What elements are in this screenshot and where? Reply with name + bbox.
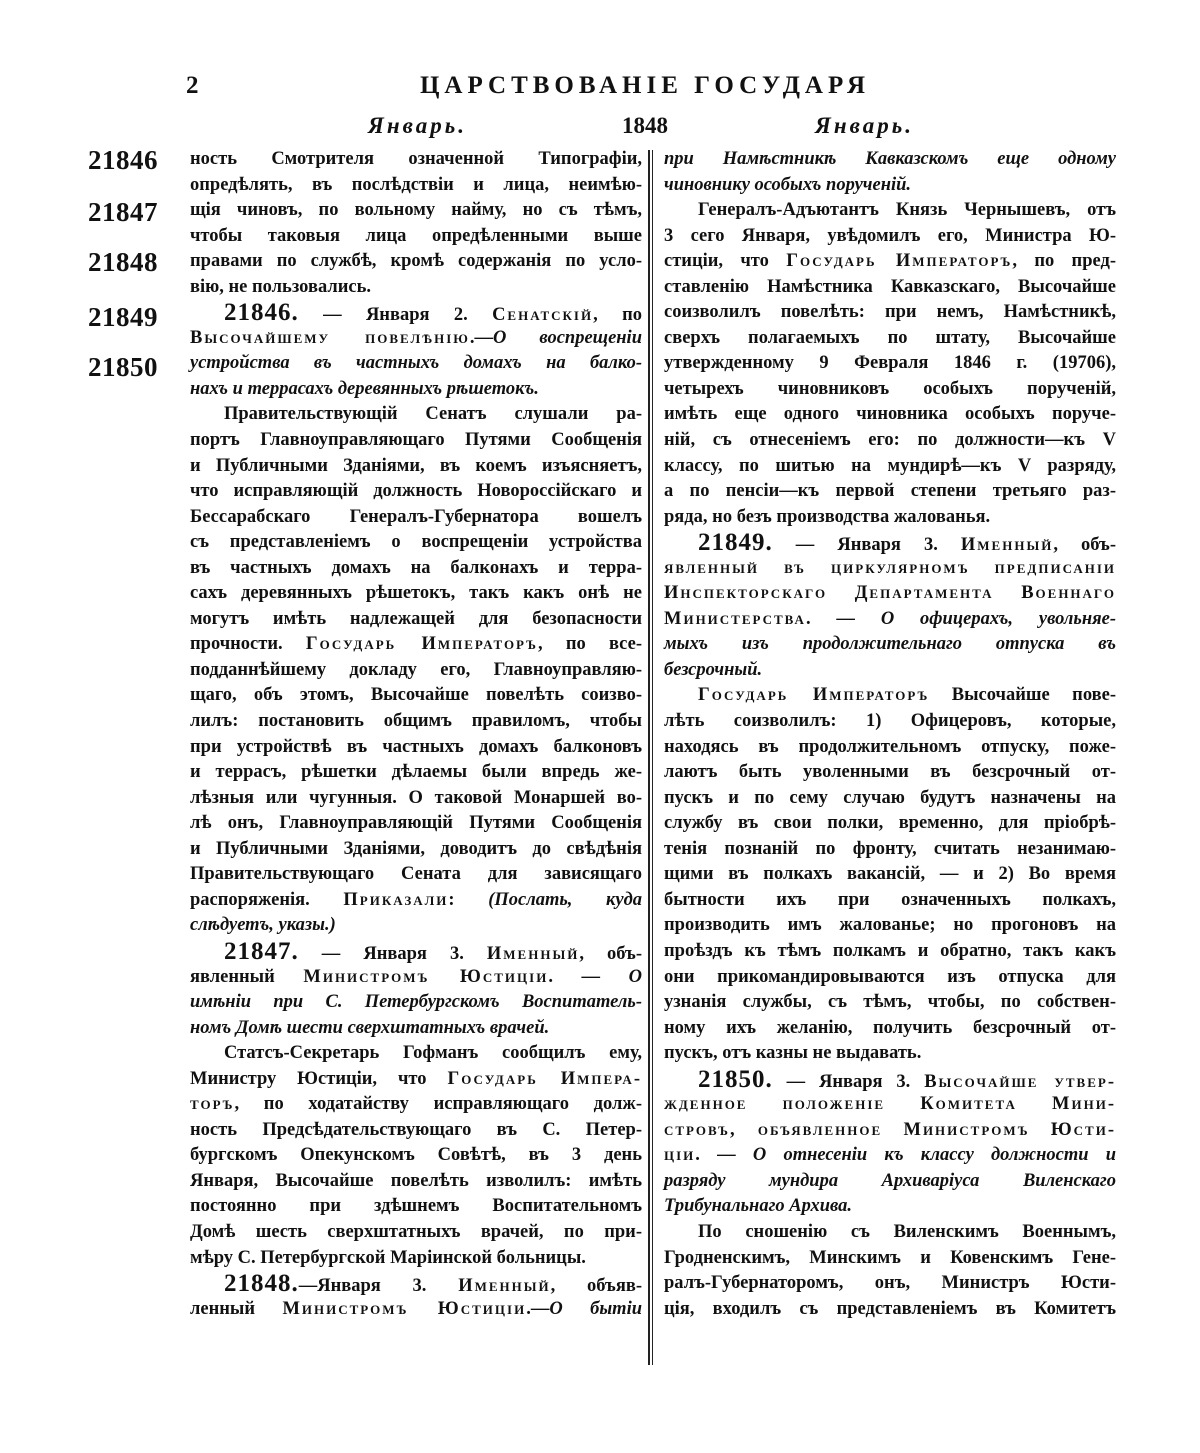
text-segment: четырехъ чиновниковъ особыхъ порученій, bbox=[664, 378, 1116, 399]
text-segment: имѣніи при С. Петербургскомъ Воспитатель- bbox=[190, 992, 642, 1013]
text-line bbox=[190, 224, 642, 250]
text-segment: лилъ: постановить общимъ правиломъ, чтобы bbox=[190, 711, 642, 732]
text-line bbox=[664, 862, 1116, 888]
text-segment: Инспекторскаго Департамента Военнаго bbox=[664, 583, 1116, 604]
text-segment: О bbox=[628, 966, 642, 987]
text-segment: ція, входилъ съ представленіемъ въ Комитетъ bbox=[664, 1298, 1116, 1319]
text-segment: утвержденному 9 Февраля 1846 г. (19706), bbox=[664, 353, 1116, 374]
text-segment: чтобы таковыя лица опредѣленными выше bbox=[190, 225, 642, 246]
text-segment: съ представленіемъ о воспрещеніи устройства bbox=[190, 532, 642, 553]
text-segment: Высочайшему повелѣнію bbox=[190, 327, 470, 348]
text-segment: а по пенсіи—къ первой степени третьяго раз- bbox=[664, 481, 1116, 502]
text-segment: бытности ихъ при означенныхъ полкахъ, bbox=[664, 889, 1116, 910]
text-line bbox=[664, 224, 1116, 250]
text-segment: , по ходатайству исправляющаго долж- bbox=[234, 1094, 642, 1115]
text-segment: находясь въ продолжительномъ отпуску, поже- bbox=[664, 736, 1116, 757]
text-line bbox=[190, 683, 642, 709]
text-segment: Правительствующій Сенатъ слушали ра- bbox=[224, 404, 642, 425]
entry-number: 21848. bbox=[224, 1270, 299, 1298]
text-line bbox=[190, 530, 642, 556]
text-segment: — Января 3. bbox=[772, 1071, 925, 1092]
text-segment: Министру Юстиціи, что bbox=[190, 1068, 448, 1089]
text-segment: стиціи, что bbox=[664, 251, 787, 272]
text-line bbox=[190, 377, 642, 403]
text-line bbox=[664, 632, 1116, 658]
text-line bbox=[190, 1297, 642, 1323]
text-segment: торъ bbox=[190, 1094, 235, 1115]
text-segment: ралъ-Губернаторомъ, онъ, Министръ Юсти- bbox=[664, 1273, 1116, 1294]
text-segment: имѣть еще одного чиновника особыхъ поруче- bbox=[664, 404, 1116, 425]
text-line bbox=[190, 837, 642, 863]
text-line bbox=[190, 913, 642, 939]
running-title: ЦАРСТВОВАНІЕ ГОСУДАРЯ bbox=[419, 72, 871, 99]
text-line bbox=[190, 581, 642, 607]
text-line bbox=[664, 275, 1116, 301]
text-line bbox=[190, 965, 642, 991]
text-segment: Министромъ Юстиціи bbox=[282, 1298, 527, 1319]
margin-number: 21848 bbox=[88, 247, 158, 277]
text-line bbox=[664, 1194, 1116, 1220]
text-segment: Января, Высочайше повелѣть изволилъ: имѣть bbox=[190, 1170, 642, 1191]
text-segment: портъ Главноуправляющаго Путями Сообщенія bbox=[190, 430, 642, 451]
text-segment: мѣру С. Петербургской Маріинской больницы. bbox=[190, 1247, 586, 1268]
text-line bbox=[664, 1220, 1116, 1246]
text-segment: .— bbox=[469, 327, 494, 348]
text-segment: Высочайше утвер- bbox=[924, 1071, 1116, 1092]
text-segment: , по bbox=[593, 305, 642, 326]
text-segment: при Намѣстникѣ Кавказскомъ еще одному bbox=[664, 149, 1116, 169]
text-line bbox=[664, 402, 1116, 428]
text-segment: Сенатскій bbox=[492, 305, 594, 326]
text-line bbox=[664, 607, 1116, 633]
text-line bbox=[664, 147, 1116, 173]
text-line bbox=[664, 454, 1116, 480]
text-segment: Министромъ Юстиціи bbox=[303, 966, 549, 987]
text-segment: ній, съ отнесеніемъ его: по должности—къ V bbox=[664, 430, 1116, 451]
text-segment: —Января 3. bbox=[298, 1276, 459, 1297]
text-segment: чиновнику особыхъ порученій. bbox=[664, 174, 912, 195]
text-line bbox=[190, 1194, 642, 1220]
text-line bbox=[190, 709, 642, 735]
text-segment: — Января 3. bbox=[298, 943, 487, 964]
text-line bbox=[190, 556, 642, 582]
text-segment: О офицерахъ, увольняе- bbox=[880, 608, 1117, 629]
text-line bbox=[190, 862, 642, 888]
text-line bbox=[664, 249, 1116, 275]
text-segment: пускъ, отъ казны не выдавать. bbox=[664, 1043, 922, 1064]
text-line bbox=[190, 249, 642, 275]
entry-number: 21850. bbox=[698, 1065, 773, 1093]
text-line bbox=[190, 275, 642, 301]
text-segment: О бытіи bbox=[549, 1298, 642, 1319]
text-line bbox=[664, 1169, 1116, 1195]
text-line bbox=[190, 1118, 642, 1144]
entry-number: 21846. bbox=[224, 299, 299, 327]
text-line bbox=[664, 939, 1116, 965]
text-line bbox=[190, 939, 642, 965]
text-line bbox=[190, 888, 642, 914]
text-segment: — Января 2. bbox=[298, 305, 493, 326]
text-segment: . — bbox=[805, 608, 881, 629]
text-segment: : bbox=[448, 889, 489, 910]
text-line bbox=[190, 632, 642, 658]
text-segment: Домѣ шесть сверхштатныхъ врачей, по при- bbox=[190, 1221, 642, 1242]
text-segment: узнанія службы, съ тѣмъ, чтобы, по собствен- bbox=[664, 992, 1116, 1013]
text-line bbox=[190, 505, 642, 531]
month-right: Январь. bbox=[815, 113, 914, 138]
text-segment: безсрочный. bbox=[664, 659, 763, 680]
text-line bbox=[190, 351, 642, 377]
text-line bbox=[190, 198, 642, 224]
text-segment: жденное положеніе Комитета Мини- bbox=[664, 1094, 1116, 1115]
text-line bbox=[664, 658, 1116, 684]
text-line bbox=[190, 479, 642, 505]
text-segment: они прикомандировываются изъ отпуска для bbox=[664, 966, 1116, 987]
text-segment: . — bbox=[695, 1145, 753, 1166]
text-segment: могутъ имѣть надлежащей для безопасности bbox=[190, 608, 642, 629]
text-segment: Правительствующаго Сената для зависящаго bbox=[190, 864, 642, 885]
text-segment: , объ- bbox=[579, 943, 642, 964]
text-line bbox=[190, 402, 642, 428]
text-line bbox=[664, 1041, 1116, 1067]
text-line bbox=[664, 735, 1116, 761]
text-line bbox=[190, 1143, 642, 1169]
text-line bbox=[664, 556, 1116, 582]
text-segment: щими въ полкахъ вакансій, — и 2) Во время bbox=[664, 864, 1116, 885]
text-line bbox=[664, 1143, 1116, 1169]
text-line bbox=[664, 377, 1116, 403]
text-segment: лѣть соизволилъ: 1) Офицеровъ, которые, bbox=[664, 711, 1116, 732]
text-line bbox=[190, 1067, 642, 1093]
entry-number: 21847. bbox=[224, 937, 299, 965]
text-segment: явленный bbox=[190, 966, 304, 987]
text-line bbox=[664, 709, 1116, 735]
text-segment: соизволилъ повелѣть: при немъ, Намѣстникѣ, bbox=[664, 302, 1116, 323]
right-column bbox=[664, 147, 1116, 1322]
text-segment: и Публичными Зданіями, въ коемъ изъясняетъ, bbox=[190, 455, 642, 476]
text-line bbox=[664, 351, 1116, 377]
text-line bbox=[190, 300, 642, 326]
text-segment: при устройствѣ въ частныхъ домахъ балконовъ bbox=[190, 736, 642, 757]
text-segment: Высочайше пове- bbox=[929, 685, 1116, 706]
text-line bbox=[190, 326, 642, 352]
text-segment: ному ихъ желанію, получить безсрочный от- bbox=[664, 1017, 1116, 1038]
text-line bbox=[190, 1169, 642, 1195]
text-line bbox=[664, 786, 1116, 812]
text-line bbox=[664, 1016, 1116, 1042]
text-line bbox=[664, 1067, 1116, 1093]
text-segment: щія чиновъ, по вольному найму, но съ тѣмъ, bbox=[190, 200, 642, 221]
text-segment: мыхъ изъ продолжительнаго отпуска въ bbox=[664, 634, 1116, 655]
text-line bbox=[190, 428, 642, 454]
text-segment: Приказали bbox=[343, 889, 449, 910]
text-segment: Именный bbox=[458, 1276, 551, 1297]
text-segment: разряду мундира Архиваріуса Виленскаго bbox=[664, 1170, 1116, 1191]
text-line bbox=[190, 786, 642, 812]
text-segment: явленный въ циркулярномъ предписаніи bbox=[664, 557, 1116, 578]
text-line bbox=[190, 1016, 642, 1042]
text-segment: опредѣлять, въ послѣдствіи и лица, неимѣю- bbox=[190, 174, 642, 195]
left-column bbox=[190, 147, 642, 1322]
text-line bbox=[664, 1246, 1116, 1272]
text-segment: службу въ свои полки, временно, для пріобрѣ- bbox=[664, 813, 1116, 834]
text-segment: ность Предсѣдательствующаго въ С. Петер- bbox=[190, 1119, 642, 1140]
text-segment: щаго, объ этомъ, Высочайше повелѣть соизво- bbox=[190, 685, 642, 706]
text-line bbox=[190, 1246, 642, 1272]
text-segment: Государь Императоръ bbox=[786, 251, 1013, 272]
text-segment: Государь Императоръ bbox=[698, 685, 930, 706]
text-segment: лѣзныя или чугунныя. О таковой Монаршей во- bbox=[190, 787, 642, 808]
text-segment: стровъ, объявленное Министромъ Юсти- bbox=[664, 1119, 1116, 1140]
text-segment: , объяв- bbox=[550, 1276, 642, 1297]
text-line bbox=[664, 811, 1116, 837]
text-segment: и Публичными Зданіями, доводитъ до свѣдѣнія bbox=[190, 838, 642, 859]
text-segment: устройства въ частныхъ домахъ на балко- bbox=[190, 353, 642, 374]
text-segment: — Января 3. bbox=[772, 535, 961, 556]
text-line bbox=[664, 837, 1116, 863]
text-segment: правами по службѣ, кромѣ содержанія по усло- bbox=[190, 251, 642, 272]
month-left: Январь. bbox=[368, 113, 467, 138]
text-line bbox=[190, 658, 642, 684]
text-segment: Министерства bbox=[664, 608, 806, 629]
text-line bbox=[190, 173, 642, 199]
page-number: 2 bbox=[186, 72, 199, 99]
text-segment: ставленію Намѣстника Кавказскаго, Высочайше bbox=[664, 276, 1116, 297]
text-line bbox=[190, 147, 642, 173]
text-segment: 3 сего Января, увѣдомилъ его, Министра Ю- bbox=[664, 225, 1116, 246]
text-segment: сверхъ полагаемыхъ по штату, Высочайше bbox=[664, 327, 1116, 348]
text-line bbox=[664, 198, 1116, 224]
text-line bbox=[664, 760, 1116, 786]
text-line bbox=[664, 1297, 1116, 1323]
text-segment: ность Смотрителя означенной Типографіи, bbox=[190, 149, 642, 169]
text-line bbox=[664, 173, 1116, 199]
text-line bbox=[664, 479, 1116, 505]
text-line bbox=[190, 1092, 642, 1118]
text-segment: производить имъ жалованье; но прогоновъ на bbox=[664, 915, 1116, 936]
column-divider bbox=[648, 150, 653, 1365]
text-segment: лѣ онъ, Главноуправляющій Путями Сообщенія bbox=[190, 813, 642, 834]
text-segment: По сношенію съ Виленскимъ Военнымъ, bbox=[698, 1221, 1116, 1242]
text-segment: Именный bbox=[486, 943, 580, 964]
text-segment: Государь Императоръ bbox=[305, 634, 538, 655]
text-line bbox=[664, 888, 1116, 914]
text-segment: Именный bbox=[960, 535, 1054, 556]
text-segment: (Послать, куда bbox=[488, 889, 642, 910]
text-segment: Бессарабскаго Генералъ-Губернатора вошелъ bbox=[190, 506, 642, 527]
year: 1848 bbox=[622, 113, 668, 138]
text-segment: что исправляющій должность Новороссійскаго и bbox=[190, 481, 642, 502]
text-line bbox=[664, 530, 1116, 556]
text-segment: прочности. bbox=[190, 634, 306, 655]
margin-number: 21850 bbox=[88, 352, 158, 382]
text-line bbox=[664, 683, 1116, 709]
text-segment: Генералъ-Адъютантъ Князь Чернышевъ, отъ bbox=[698, 200, 1116, 221]
text-line bbox=[190, 454, 642, 480]
text-segment: подданнѣйшему докладу его, Главноуправляю- bbox=[190, 659, 642, 680]
text-segment: и террасъ, рѣшетки дѣлаемы были впредь же- bbox=[190, 762, 642, 783]
text-segment: Гродненскимъ, Минскимъ и Ковенскимъ Гене- bbox=[664, 1247, 1116, 1268]
text-segment: проѣздъ къ тѣмъ полкамъ и обратно, такъ какъ bbox=[664, 940, 1116, 961]
text-line bbox=[190, 811, 642, 837]
text-segment: Государь Импера- bbox=[447, 1068, 642, 1089]
text-line bbox=[190, 760, 642, 786]
text-segment: въ частныхъ домахъ на балконахъ и терра- bbox=[190, 557, 642, 578]
entry-number: 21849. bbox=[698, 529, 773, 557]
text-segment: постоянно при здѣшнемъ Воспитательномъ bbox=[190, 1196, 642, 1217]
text-segment: классу, по шитью на мундирѣ—къ V разряду, bbox=[664, 455, 1116, 476]
text-segment: нахъ и террасахъ деревянныхъ рѣшетокъ. bbox=[190, 378, 539, 399]
text-line bbox=[664, 326, 1116, 352]
text-segment: ціи bbox=[664, 1145, 696, 1166]
text-segment: . — bbox=[548, 966, 629, 987]
text-line bbox=[190, 990, 642, 1016]
text-segment: Трибунальнаго Архива. bbox=[664, 1196, 853, 1217]
text-line bbox=[190, 1271, 642, 1297]
text-line bbox=[190, 735, 642, 761]
text-segment: ряда, но безъ производства жалованья. bbox=[664, 506, 991, 527]
margin-number: 21846 bbox=[88, 145, 158, 175]
text-line bbox=[664, 990, 1116, 1016]
text-line bbox=[664, 913, 1116, 939]
text-line bbox=[664, 1092, 1116, 1118]
text-line bbox=[664, 1118, 1116, 1144]
text-segment: сахъ деревянныхъ рѣшетокъ, такъ какъ онѣ не bbox=[190, 583, 642, 604]
text-line bbox=[664, 1271, 1116, 1297]
text-line bbox=[664, 505, 1116, 531]
text-segment: , по пред- bbox=[1012, 251, 1116, 272]
text-segment: О отнесеніи къ классу должности и bbox=[752, 1145, 1117, 1166]
text-segment: Статсъ-Секретарь Гофманъ сообщилъ ему, bbox=[224, 1043, 642, 1064]
text-segment: , по все- bbox=[537, 634, 642, 655]
text-line bbox=[190, 607, 642, 633]
text-segment: вію, не пользовались. bbox=[190, 276, 372, 297]
text-segment: пускъ и по сему случаю будутъ назначены на bbox=[664, 787, 1116, 808]
text-segment: ленный bbox=[190, 1298, 283, 1319]
text-segment: слѣдуетъ, указы.) bbox=[190, 915, 336, 936]
text-segment: бургскомъ Опекунскомъ Совѣтѣ, въ 3 день bbox=[190, 1145, 642, 1166]
text-line bbox=[190, 1041, 642, 1067]
text-line bbox=[664, 300, 1116, 326]
text-segment: О воспрещеніи bbox=[493, 327, 642, 348]
text-line bbox=[664, 428, 1116, 454]
text-segment: , объ- bbox=[1053, 535, 1116, 556]
text-segment: тенія познаній по фронту, считать незанимаю- bbox=[664, 838, 1116, 859]
margin-number: 21849 bbox=[88, 302, 158, 332]
margin-number: 21847 bbox=[88, 197, 158, 227]
text-segment: лаютъ быть уволенными въ безсрочный от- bbox=[664, 762, 1116, 783]
text-segment: .— bbox=[526, 1298, 550, 1319]
text-line bbox=[664, 581, 1116, 607]
text-segment: распоряженія. bbox=[190, 889, 344, 910]
text-line bbox=[664, 965, 1116, 991]
text-segment: номъ Домѣ шести сверхштатныхъ врачей. bbox=[190, 1017, 550, 1038]
text-line bbox=[190, 1220, 642, 1246]
